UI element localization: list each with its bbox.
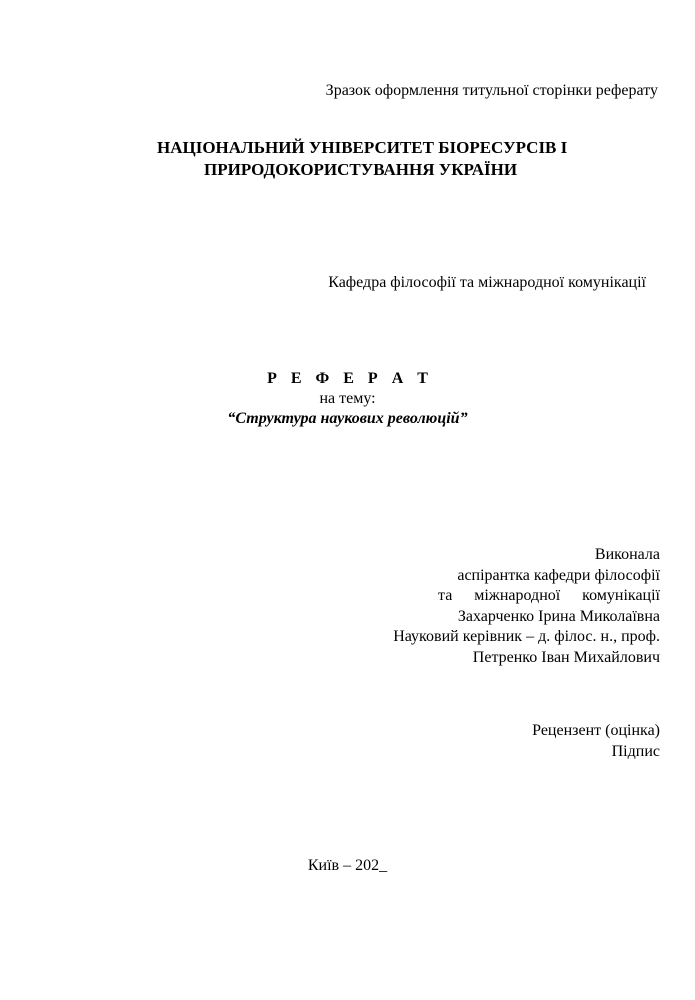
work-topic: “Структура наукових революцій” bbox=[227, 410, 468, 427]
reviewer-label: Рецензент (оцінка) bbox=[532, 722, 660, 739]
city-year: Київ – 202_ bbox=[307, 857, 388, 874]
executor-label: Виконала bbox=[594, 546, 660, 563]
executor-position-word: комунікації bbox=[582, 587, 660, 604]
sample-note: Зразок оформлення титульної сторінки реферату bbox=[325, 82, 658, 99]
supervisor-label: Науковий керівник – д. філос. н., проф. bbox=[393, 628, 660, 645]
work-title-block bbox=[0, 369, 695, 429]
executor-position-line1: аспірантка кафедри філософії bbox=[457, 566, 660, 584]
university-name-line2: ПРИРОДОКОРИСТУВАННЯ УКРАЇНИ bbox=[204, 160, 518, 179]
executor-position-word: міжнародної bbox=[474, 587, 561, 604]
supervisor-name: Петренко Іван Михайлович bbox=[472, 648, 660, 666]
work-type-title: Р Е Ф Е Р А Т bbox=[267, 370, 433, 387]
department-name: Кафедра філософії та міжнародної комунікації bbox=[328, 274, 646, 291]
executor-name: Захарченко Ірина Миколаївна bbox=[457, 607, 660, 625]
work-subtitle: на тему: bbox=[319, 390, 376, 407]
executor-position-word: та bbox=[438, 587, 453, 604]
signature-label: Підпис bbox=[611, 743, 660, 760]
reviewer-block bbox=[532, 720, 660, 762]
executor-position-line2 bbox=[438, 586, 660, 607]
executor-block bbox=[393, 545, 660, 668]
university-name-line1: НАЦІОНАЛЬНИЙ УНІВЕРСИТЕТ БІОРЕСУРСІВ І bbox=[157, 138, 568, 157]
